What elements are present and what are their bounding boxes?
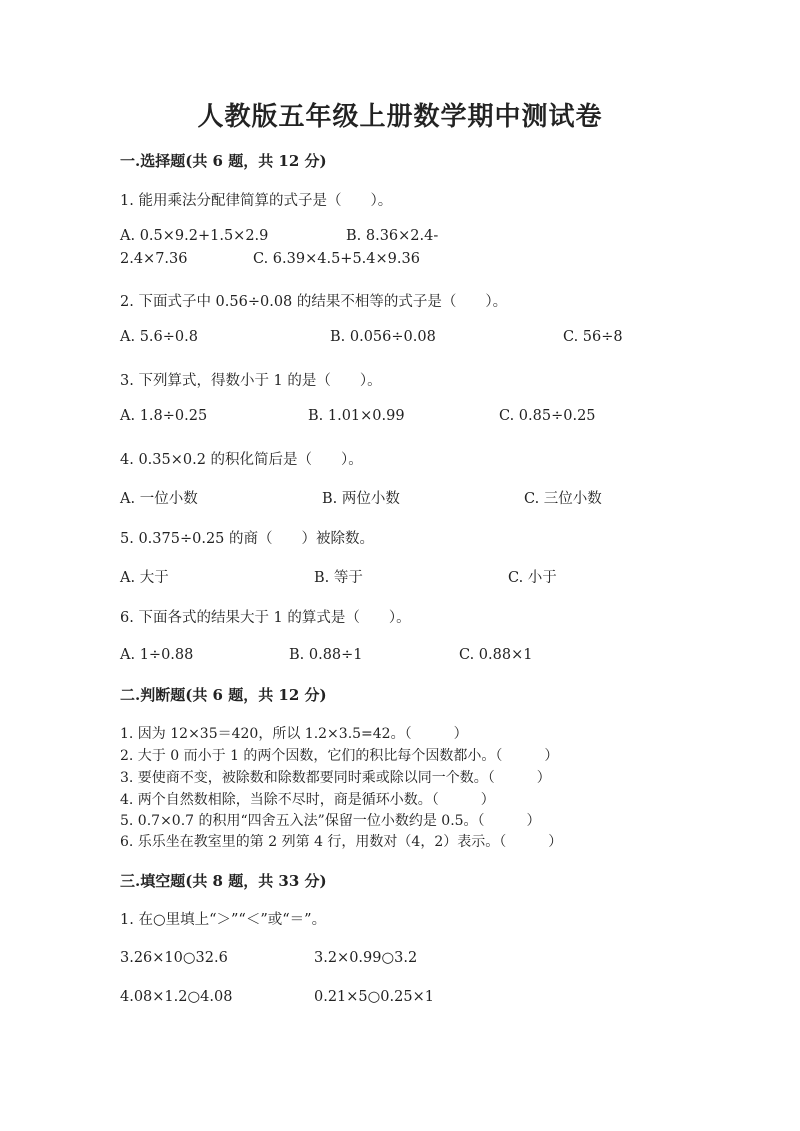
fill-question-1-stem: 1. 在○里填上“＞”“＜”或“＝”。 [120,912,327,928]
question-3-option-b: B. 1.01×0.99 [308,408,405,424]
page-title: 人教版五年级上册数学期中测试卷 [197,102,603,132]
question-2-option-a: A. 5.6÷0.8 [120,329,198,345]
compare-item: 3.2×0.99○3.2 [314,950,418,966]
question-6-stem: 6. 下面各式的结果大于 1 的算式是（ ）。 [120,610,411,626]
question-2-option-c: C. 56÷8 [563,329,623,345]
judge-item-1: 1. 因为 12×35＝420，所以 1.2×3.5=42。（ ） [120,726,468,742]
question-2-stem: 2. 下面式子中 0.56÷0.08 的结果不相等的式子是（ ）。 [120,294,508,310]
compare-item: 4.08×1.2○4.08 [120,989,233,1005]
section-heading-fill: 三.填空题(共 8 题，共 33 分) [120,872,327,890]
judge-item-2: 2. 大于 0 而小于 1 的两个因数，它们的积比每个因数都小。（ ） [120,748,559,764]
question-5-option-b: B. 等于 [314,570,363,586]
section-heading-judge: 二.判断题(共 6 题，共 12 分) [120,686,327,704]
compare-item: 3.26×10○32.6 [120,950,228,966]
question-4-option-c: C. 三位小数 [524,491,602,507]
question-4-option-a: A. 一位小数 [120,491,198,507]
question-5-stem: 5. 0.375÷0.25 的商（ ）被除数。 [120,531,374,547]
question-6-option-a: A. 1÷0.88 [120,647,194,663]
question-3-stem: 3. 下列算式，得数小于 1 的是（ ）。 [120,373,382,389]
judge-item-4: 4. 两个自然数相除，当除不尽时，商是循环小数。（ ） [120,792,495,808]
judge-item-6: 6. 乐乐坐在教室里的第 2 列第 4 行，用数对（4，2）表示。（ ） [120,834,563,850]
question-1-option-c: C. 6.39×4.5+5.4×9.36 [253,251,420,267]
question-4-option-b: B. 两位小数 [322,491,400,507]
question-1-option-b-cont: 2.4×7.36 [120,251,188,267]
question-5-option-c: C. 小于 [508,570,557,586]
question-4-stem: 4. 0.35×0.2 的积化简后是（ ）。 [120,452,363,468]
section-heading-choice: 一.选择题(共 6 题，共 12 分) [120,152,327,170]
question-2-option-b: B. 0.056÷0.08 [330,329,436,345]
judge-item-5: 5. 0.7×0.7 的积用“四舍五入法”保留一位小数约是 0.5。（ ） [120,813,541,829]
question-6-option-b: B. 0.88÷1 [289,647,363,663]
question-1-stem: 1. 能用乘法分配律简算的式子是（ ）。 [120,193,393,209]
judge-item-3: 3. 要使商不变，被除数和除数都要同时乘或除以同一个数。（ ） [120,770,551,786]
question-6-option-c: C. 0.88×1 [459,647,533,663]
compare-item: 0.21×5○0.25×1 [314,989,434,1005]
question-5-option-a: A. 大于 [120,570,169,586]
question-1-option-a: A. 0.5×9.2+1.5×2.9 [120,228,269,244]
question-3-option-a: A. 1.8÷0.25 [120,408,208,424]
question-3-option-c: C. 0.85÷0.25 [499,408,596,424]
question-1-option-b: B. 8.36×2.4- [346,228,439,244]
